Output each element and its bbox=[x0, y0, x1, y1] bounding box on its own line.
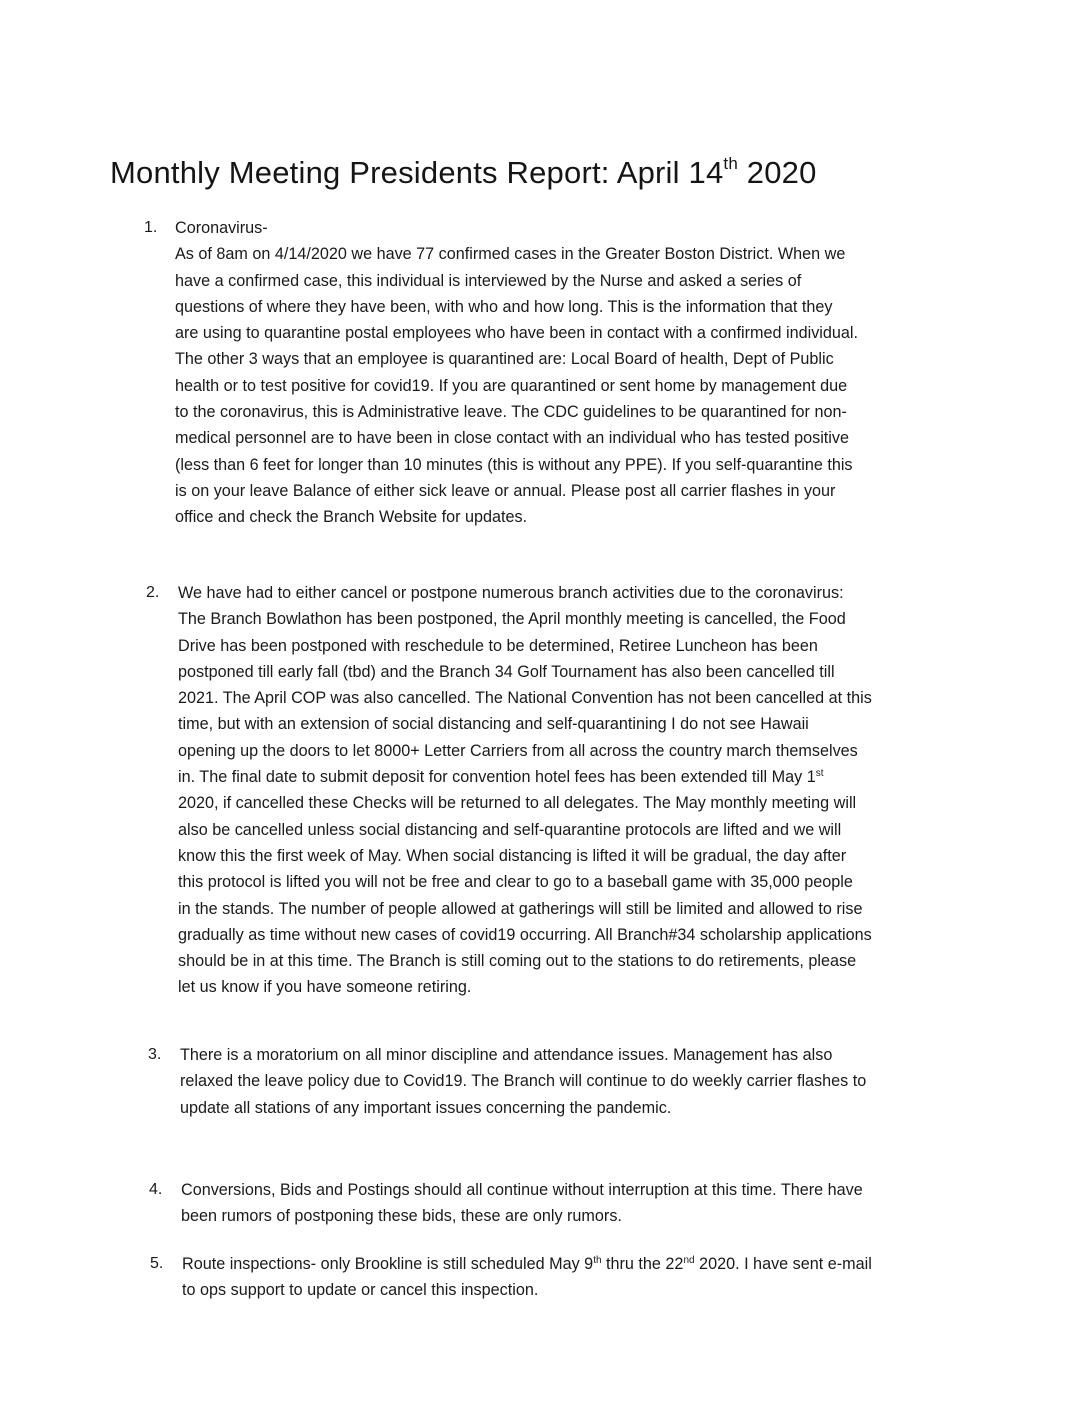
text-line bbox=[178, 764, 872, 790]
text-line: health or to test positive for covid19. If you are quarantined or sent home by management due bbox=[175, 376, 848, 395]
text-line: are using to quarantine postal employees who have been in contact with a confirmed individual. bbox=[175, 324, 858, 343]
text-line: time, but with an extension of social distancing and self-quarantining I do not see Hawaii bbox=[178, 715, 809, 734]
text-line: let us know if you have someone retiring. bbox=[178, 978, 472, 997]
text-line: is on your leave Balance of either sick leave or annual. Please post all carrier flashes in your bbox=[175, 481, 836, 500]
text-line: in the stands. The number of people allowed at gatherings will still be limited and allowed to rise bbox=[178, 899, 863, 918]
item-body bbox=[181, 1177, 863, 1230]
text-line: There is a moratorium on all minor discipline and attendance issues. Management has also bbox=[180, 1046, 833, 1064]
text-line: update all stations of any important issues concerning the pandemic. bbox=[180, 1098, 672, 1117]
item-number: 4. bbox=[149, 1181, 163, 1198]
text-line: questions of where they have been, with who and how long. This is the information that they bbox=[175, 297, 833, 316]
title-year: 2020 bbox=[737, 155, 817, 190]
text-line: We have had to either cancel or postpone numerous branch activities due to the coronavirus: bbox=[178, 584, 844, 602]
text-line: relaxed the leave policy due to Covid19. The Branch will continue to do weekly carrier flashes to bbox=[180, 1072, 867, 1091]
text-line: The other 3 ways that an employee is quarantined are: Local Board of health, Dept of Public bbox=[175, 350, 834, 369]
text-line: have a confirmed case, this individual is interviewed by the Nurse and asked a series of bbox=[175, 271, 802, 290]
text-line: gradually as time without new cases of covid19 occurring. All Branch#34 scholarship applications bbox=[178, 925, 872, 944]
text-line: As of 8am on 4/14/2020 we have 77 confirmed cases in the Greater Boston District. When we bbox=[175, 245, 846, 264]
item-number: 5. bbox=[150, 1255, 164, 1272]
text-line: also be cancelled unless social distancing and self-quarantine protocols are lifted and we will bbox=[178, 820, 842, 839]
text-line: medical personnel are to have been in close contact with an individual who has tested positive bbox=[175, 429, 849, 448]
text-superscript: nd bbox=[683, 1255, 695, 1266]
text-line: 2021. The April COP was also cancelled. The National Convention has not been cancelled at this bbox=[178, 689, 872, 708]
text-line bbox=[182, 1251, 872, 1277]
text-line: been rumors of postponing these bids, these are only rumors. bbox=[181, 1207, 622, 1226]
text-line: to ops support to update or cancel this inspection. bbox=[182, 1281, 539, 1300]
text-line: (less than 6 feet for longer than 10 minutes (this is without any PPE). If you self-quarantine this bbox=[175, 455, 853, 474]
text-run: Route inspections- only Brookline is still scheduled May 9 bbox=[182, 1255, 594, 1273]
item-body bbox=[175, 215, 858, 531]
item-body bbox=[180, 1042, 866, 1121]
item-number: 2. bbox=[146, 584, 160, 601]
text-line: office and check the Branch Website for updates. bbox=[175, 508, 528, 527]
text-line: 2020, if cancelled these Checks will be returned to all delegates. The May monthly meeting will bbox=[178, 794, 857, 813]
item-number: 3. bbox=[148, 1046, 162, 1063]
text-line: to the coronavirus, this is Administrative leave. The CDC guidelines to be quarantined for non- bbox=[175, 403, 847, 422]
text-line: this protocol is lifted you will not be free and clear to go to a baseball game with 35,000 people bbox=[178, 873, 853, 892]
item-body bbox=[182, 1251, 872, 1304]
text-run: 2020. I have sent e-mail bbox=[694, 1255, 872, 1273]
text-superscript: th bbox=[593, 1255, 602, 1266]
report-title bbox=[110, 153, 817, 193]
text-line: should be in at this time. The Branch is still coming out to the stations to do retirements, please bbox=[178, 952, 857, 971]
text-line: Conversions, Bids and Postings should all continue without interruption at this time. There have bbox=[181, 1181, 863, 1199]
text-line: opening up the doors to let 8000+ Letter Carriers from all across the country march themselves bbox=[178, 741, 858, 760]
text-line: Coronavirus- bbox=[175, 219, 268, 237]
title-superscript: th bbox=[723, 154, 738, 173]
item-number: 1. bbox=[144, 219, 158, 236]
text-line: know this the first week of May. When social distancing is lifted it will be gradual, the day after bbox=[178, 846, 847, 865]
text-line: The Branch Bowlathon has been postponed, the April monthly meeting is cancelled, the Food bbox=[178, 610, 846, 629]
text-line: Drive has been postponed with reschedule to be determined, Retiree Luncheon has been bbox=[178, 636, 818, 655]
text-run: thru the 22 bbox=[601, 1255, 684, 1273]
text-run: in. The final date to submit deposit for convention hotel fees has been extended till May 1 bbox=[178, 768, 816, 787]
title-main: Monthly Meeting Presidents Report: April 14 bbox=[110, 155, 724, 190]
text-superscript: st bbox=[815, 768, 824, 780]
text-line: postponed till early fall (tbd) and the Branch 34 Golf Tournament has also been cancelled till bbox=[178, 662, 835, 681]
item-body bbox=[178, 580, 872, 1001]
